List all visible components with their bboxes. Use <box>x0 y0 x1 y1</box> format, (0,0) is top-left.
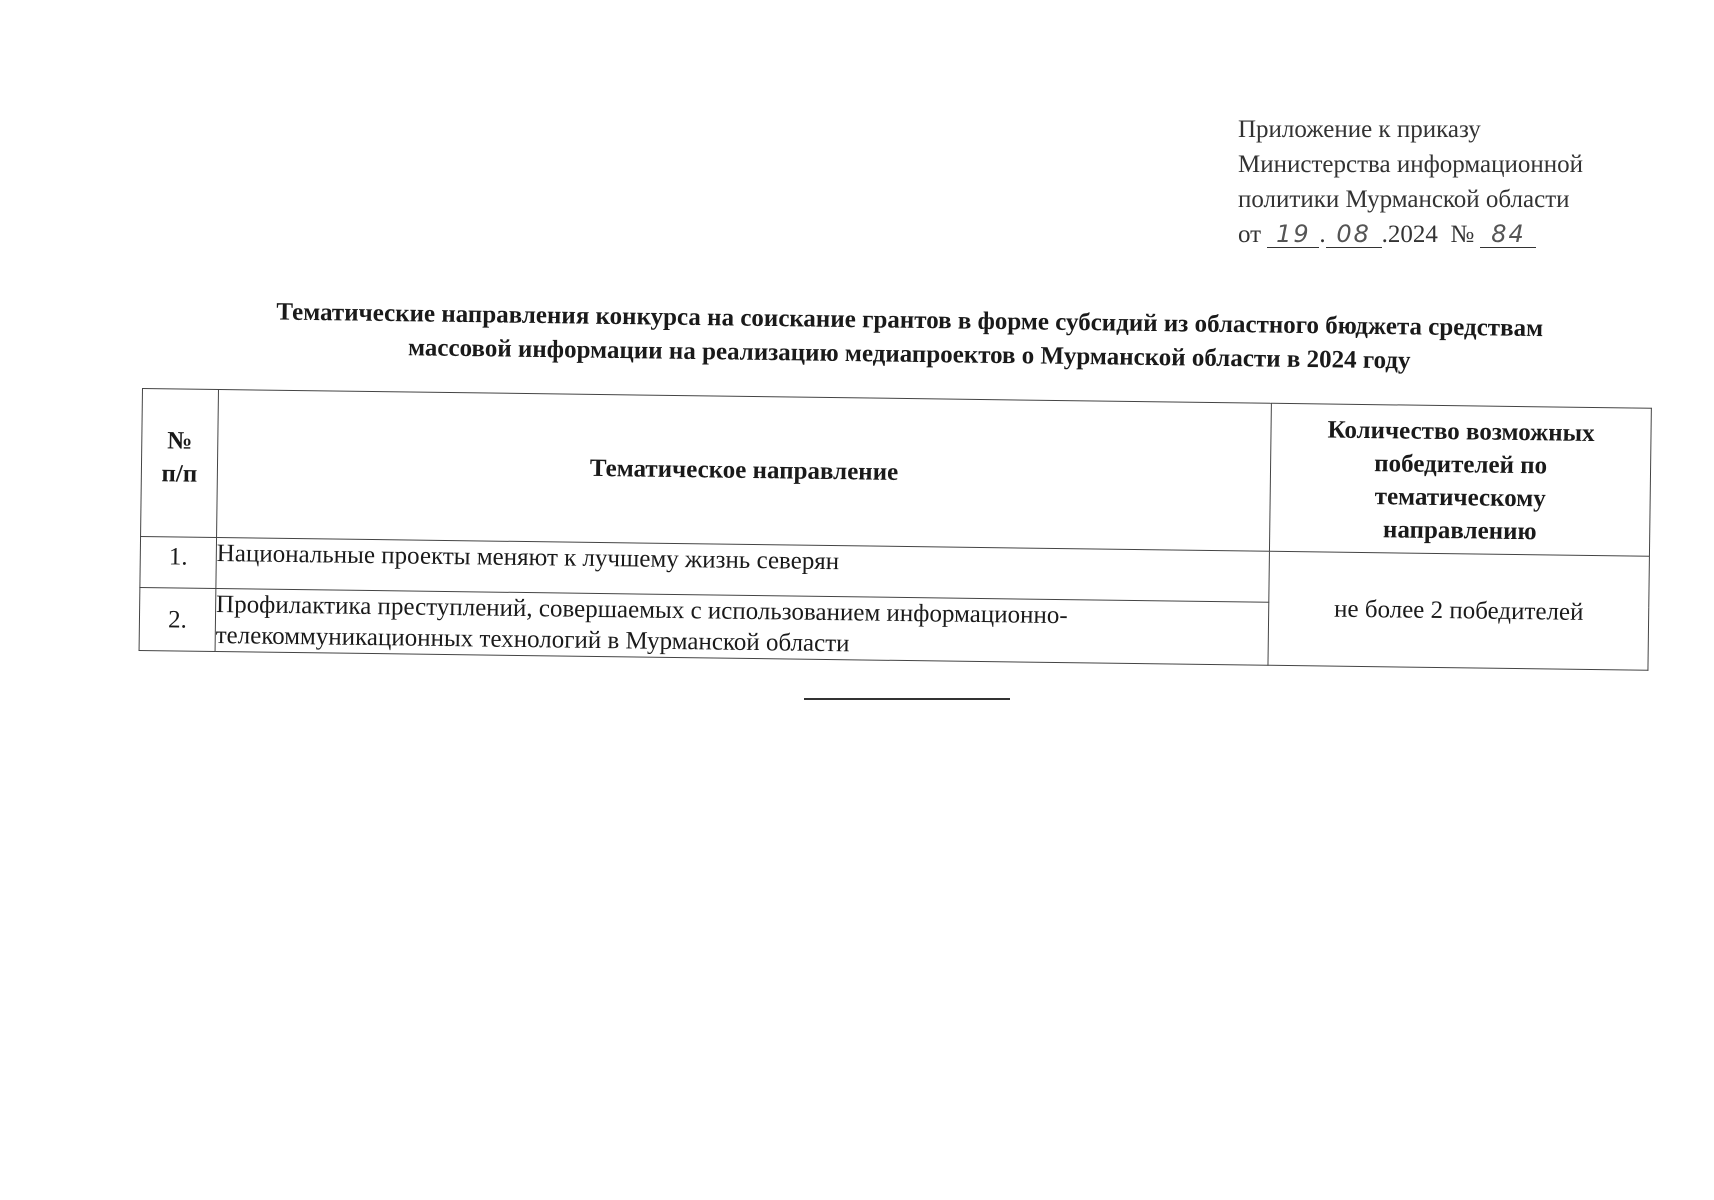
appendix-line-2: Министерства информационной <box>1238 151 1584 178</box>
document-title <box>159 294 1660 382</box>
header-count-line-2: победителей по <box>1374 449 1548 479</box>
date-year: .2024 <box>1381 221 1438 248</box>
row-direction: Национальные проекты меняют к лучшему жизнь северян <box>216 537 1270 602</box>
row-direction-line-2: телекоммуникационных технологий в Мурманской области <box>215 621 850 658</box>
date-prefix: от <box>1238 221 1262 248</box>
title-line-1: Тематические направления конкурса на соискание грантов в форме субсидий из областного бюджета средствам <box>276 298 1544 343</box>
header-number-label: п/п <box>161 459 198 488</box>
handwritten-day: 19 <box>1267 221 1319 248</box>
appendix-line-1: Приложение к приказу <box>1238 116 1481 143</box>
row-direction-line-1: Профилактика преступлений, совершаемых с использованием информационно- <box>215 590 1068 630</box>
row-number: 1. <box>140 536 217 588</box>
directions-table-wrapper <box>139 388 1652 671</box>
header-number <box>141 389 219 538</box>
title-line-2: массовой информации на реализацию медиапроектов о Мурманской области в 2024 году <box>407 334 1411 375</box>
header-number-sign: № <box>167 426 193 455</box>
directions-table <box>139 388 1652 671</box>
table-header-row <box>141 389 1652 557</box>
number-sign: № <box>1450 221 1475 248</box>
row-number: 2. <box>139 587 216 651</box>
appendix-block <box>1238 112 1583 252</box>
appendix-line-3: политики Мурманской области <box>1238 186 1570 213</box>
header-count-line-1: Количество возможных <box>1327 416 1595 447</box>
header-direction: Тематическое направление <box>216 390 1271 552</box>
header-count <box>1270 403 1652 556</box>
appendix-date-line <box>1238 217 1583 252</box>
row-direction <box>215 588 1269 665</box>
header-count-line-3: тематическому <box>1374 482 1546 512</box>
handwritten-number: 84 <box>1480 221 1536 248</box>
header-count-line-4: направлению <box>1382 515 1537 545</box>
handwritten-month: 08 <box>1326 221 1382 248</box>
date-dot: . <box>1319 221 1326 248</box>
winners-count: не более 2 победителей <box>1268 551 1649 670</box>
end-divider <box>804 698 1010 700</box>
